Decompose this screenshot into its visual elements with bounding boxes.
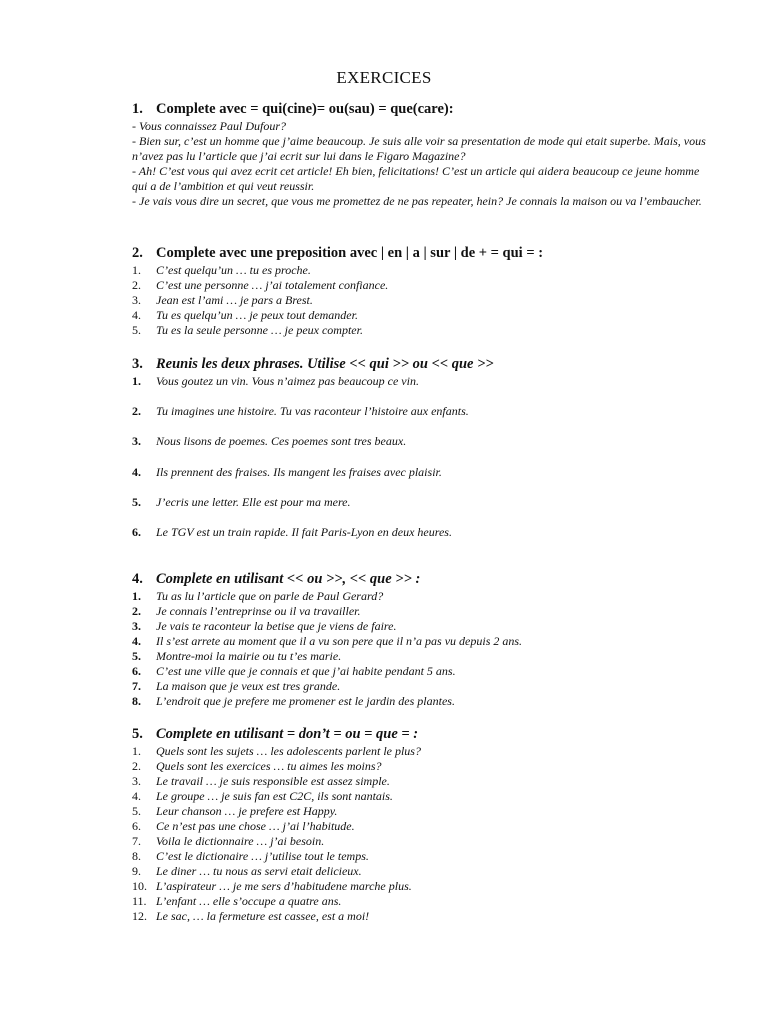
list-item: 2. Je connais l’entreprinse ou il va travailler. [132,604,361,618]
list-item: 6. Ce n’est pas une chose … j’ai l’habitude. [132,819,355,833]
list-item: 11. L’enfant … elle s’occupe a quatre ans. [132,894,342,908]
list-item: 7. Voila le dictionnaire … j’ai besoin. [132,834,325,848]
section-2 [132,244,732,338]
exercise-list [132,374,732,540]
dialogue-line: - Je vais vous dire un secret, que vous me promettez de ne pas repeater, hein? Je connais la maison ou va l’embaucher. [132,194,702,208]
list-item: 6. Le TGV est un train rapide. Il fait Paris-Lyon en deux heures. [132,524,452,539]
list-item: 2. Tu imagines une histoire. Tu vas raconteur l’histoire aux enfants. [132,404,469,419]
page-title: EXERCICES [336,68,432,87]
list-item: 4. Le groupe … je suis fan est C2C, ils sont nantais. [132,789,393,803]
list-item: 9. Le diner … tu nous as servi etait delicieux. [132,864,362,878]
section-1-heading: 1. Complete avec = qui(cine)= ou(sau) = que(care): [132,101,454,117]
list-item: 1. Tu as lu l’article que on parle de Paul Gerard? [132,589,384,603]
list-item: 5. J’ecris une letter. Elle est pour ma mere. [132,494,351,509]
dialogue-line: - Vous connaissez Paul Dufour? [132,119,286,133]
list-item: 8. C’est le dictionaire … j’utilise tout le temps. [132,849,369,863]
list-item: 3. Nous lisons de poemes. Ces poemes sont tres beaux. [132,434,407,449]
list-item: 8. L’endroit que je prefere me promener est le jardin des plantes. [132,694,455,708]
list-item: 1. C’est quelqu’un … tu es proche. [132,263,311,277]
list-item: 4. Il s’est arrete au moment que il a vu son pere que il n’a pas vu depuis 2 ans. [132,634,523,648]
section-2-heading: 2. Complete avec une preposition avec | en | a | sur | de + = qui = : [132,245,544,261]
section-3-heading: 3. Reunis les deux phrases. Utilise << qui >> ou << que >> [132,356,494,372]
section-4 [132,570,732,709]
list-item: 5. Tu es la seule personne … je peux compter. [132,323,363,337]
list-item: 1. Quels sont les sujets … les adolescents parlent le plus? [132,744,421,758]
section-4-heading: 4. Complete en utilisant << ou >>, << que >> : [132,571,421,587]
section-5-heading: 5. Complete en utilisant = don’t = ou = que = : [132,726,419,742]
exercise-list [132,263,732,338]
list-item: 7. La maison que je veux est tres grande. [132,679,341,693]
list-item: 4. Tu es quelqu’un … je peux tout demander. [132,308,358,322]
list-item: 3. Je vais te raconteur la betise que je viens de faire. [132,619,397,633]
list-item: 3. Jean est l’ami … je pars a Brest. [132,293,313,307]
exercise-list [132,589,732,709]
list-item: 6. C’est une ville que je connais et que j’ai habite pendant 5 ans. [132,664,456,678]
exercise-list [132,744,732,924]
dialogue-line: - Ah! C’est vous qui avez ecrit cet article! Eh bien, felicitations! C’est un article qui aidera beaucoup ce jeune homme qui a de l’ambition et qui veut reussir. [132,164,700,193]
list-item: 10. L’aspirateur … je me sers d’habitudene marche plus. [132,879,412,893]
list-item: 2. C’est une personne … j’ai totalement confiance. [132,278,389,292]
section-5 [132,725,732,924]
list-item: 2. Quels sont les exercices … tu aimes les moins? [132,759,382,773]
section-3 [132,355,732,555]
list-item: 5. Leur chanson … je prefere est Happy. [132,804,338,818]
list-item: 3. Le travail … je suis responsible est assez simple. [132,774,390,788]
list-item: 5. Montre-moi la mairie ou tu t’es marie. [132,649,342,663]
list-item: 1. Vous goutez un vin. Vous n’aimez pas beaucoup ce vin. [132,374,419,388]
section-1 [132,100,732,209]
list-item: 4. Ils prennent des fraises. Ils mangent les fraises avec plaisir. [132,464,442,479]
list-item: 12. Le sac, … la fermeture est cassee, est a moi! [132,909,370,923]
dialogue-line: - Bien sur, c’est un homme que j’aime beaucoup. Je suis alle voir sa presentation de mode qui etait superbe. Mais, vous n’avez pas lu l’article que j’ai ecrit sur lui dans le Figaro Magazine? [132,134,706,163]
